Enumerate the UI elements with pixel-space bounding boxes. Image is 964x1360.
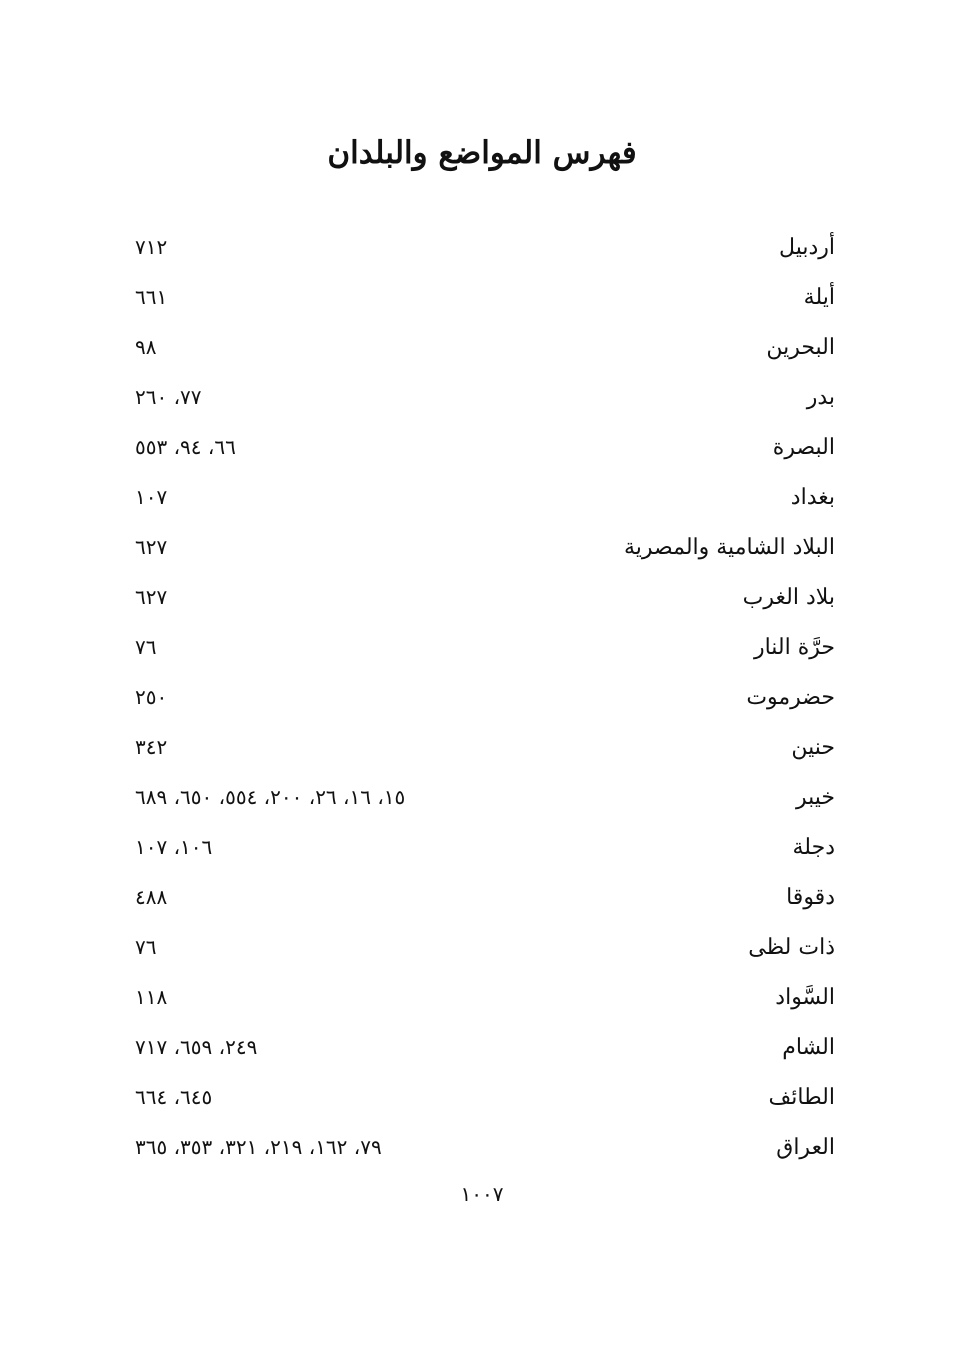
place-name: دقوقا [786, 884, 835, 910]
page-references: ١٥، ١٦، ٢٦، ٢٠٠، ٥٥٤، ٦٥٠، ٦٨٩ [135, 785, 406, 809]
index-entry [135, 222, 835, 272]
place-name: السَّواد [775, 984, 835, 1010]
page-references: ٢٥٠ [135, 685, 168, 709]
index-entry [135, 1122, 835, 1172]
page-number: ١٠٠٧ [460, 1182, 504, 1206]
place-name: الشام [782, 1034, 835, 1060]
place-name: خيبر [795, 784, 835, 810]
index-entry [135, 472, 835, 522]
page-references: ٦٢٧ [135, 585, 168, 609]
index-entry [135, 422, 835, 472]
index-entry [135, 1072, 835, 1122]
index-entry [135, 272, 835, 322]
index-entry [135, 372, 835, 422]
page-references: ٣٤٢ [135, 735, 168, 759]
index-entry [135, 972, 835, 1022]
page-references: ٧٦ [135, 935, 157, 959]
index-entry [135, 322, 835, 372]
place-name: العراق [776, 1134, 835, 1160]
index-entry [135, 822, 835, 872]
place-name: حنين [791, 734, 835, 760]
page-references: ٢٤٩، ٦٥٩، ٧١٧ [135, 1035, 258, 1059]
page-references: ٧١٢ [135, 235, 168, 259]
page-references: ١٠٦، ١٠٧ [135, 835, 213, 859]
index-entry [135, 772, 835, 822]
place-name: دجلة [792, 834, 835, 860]
page-references: ١١٨ [135, 985, 168, 1009]
place-name: البصرة [772, 434, 835, 460]
page-references: ١٠٧ [135, 485, 168, 509]
index-entry [135, 1022, 835, 1072]
page-references: ٧٧، ٢٦٠ [135, 385, 202, 409]
place-name: بغداد [790, 484, 835, 510]
page-references: ٩٨ [135, 335, 157, 359]
index-entry [135, 622, 835, 672]
place-name: ذات لظى [748, 934, 835, 960]
place-name: حضرموت [746, 684, 835, 710]
page-references: ٦٤٥، ٦٦٤ [135, 1085, 213, 1109]
place-name: الطائف [768, 1084, 835, 1110]
index-entry [135, 672, 835, 722]
place-name: البحرين [766, 334, 835, 360]
index-entry [135, 522, 835, 572]
place-name: أيلة [803, 284, 835, 310]
place-name: أردبيل [779, 234, 835, 260]
index-entry [135, 722, 835, 772]
page-title: فهرس المواضع والبلدان [327, 135, 637, 171]
index-entry [135, 572, 835, 622]
page-references: ٦٦، ٩٤، ٥٥٣ [135, 435, 236, 459]
place-name: حرَّة النار [753, 634, 835, 660]
page-references: ٧٩، ١٦٢، ٢١٩، ٣٢١، ٣٥٣، ٣٦٥ [135, 1135, 382, 1159]
place-name: بلاد الغرب [742, 584, 835, 610]
page-references: ٧٦ [135, 635, 157, 659]
place-name: البلاد الشامية والمصرية [623, 534, 835, 560]
page-references: ٤٨٨ [135, 885, 168, 909]
page-references: ٦٦١ [135, 285, 168, 309]
index-entry [135, 872, 835, 922]
place-name: بدر [806, 384, 835, 410]
page-references: ٦٢٧ [135, 535, 168, 559]
index-entry [135, 922, 835, 972]
places-index-list [135, 222, 835, 1172]
